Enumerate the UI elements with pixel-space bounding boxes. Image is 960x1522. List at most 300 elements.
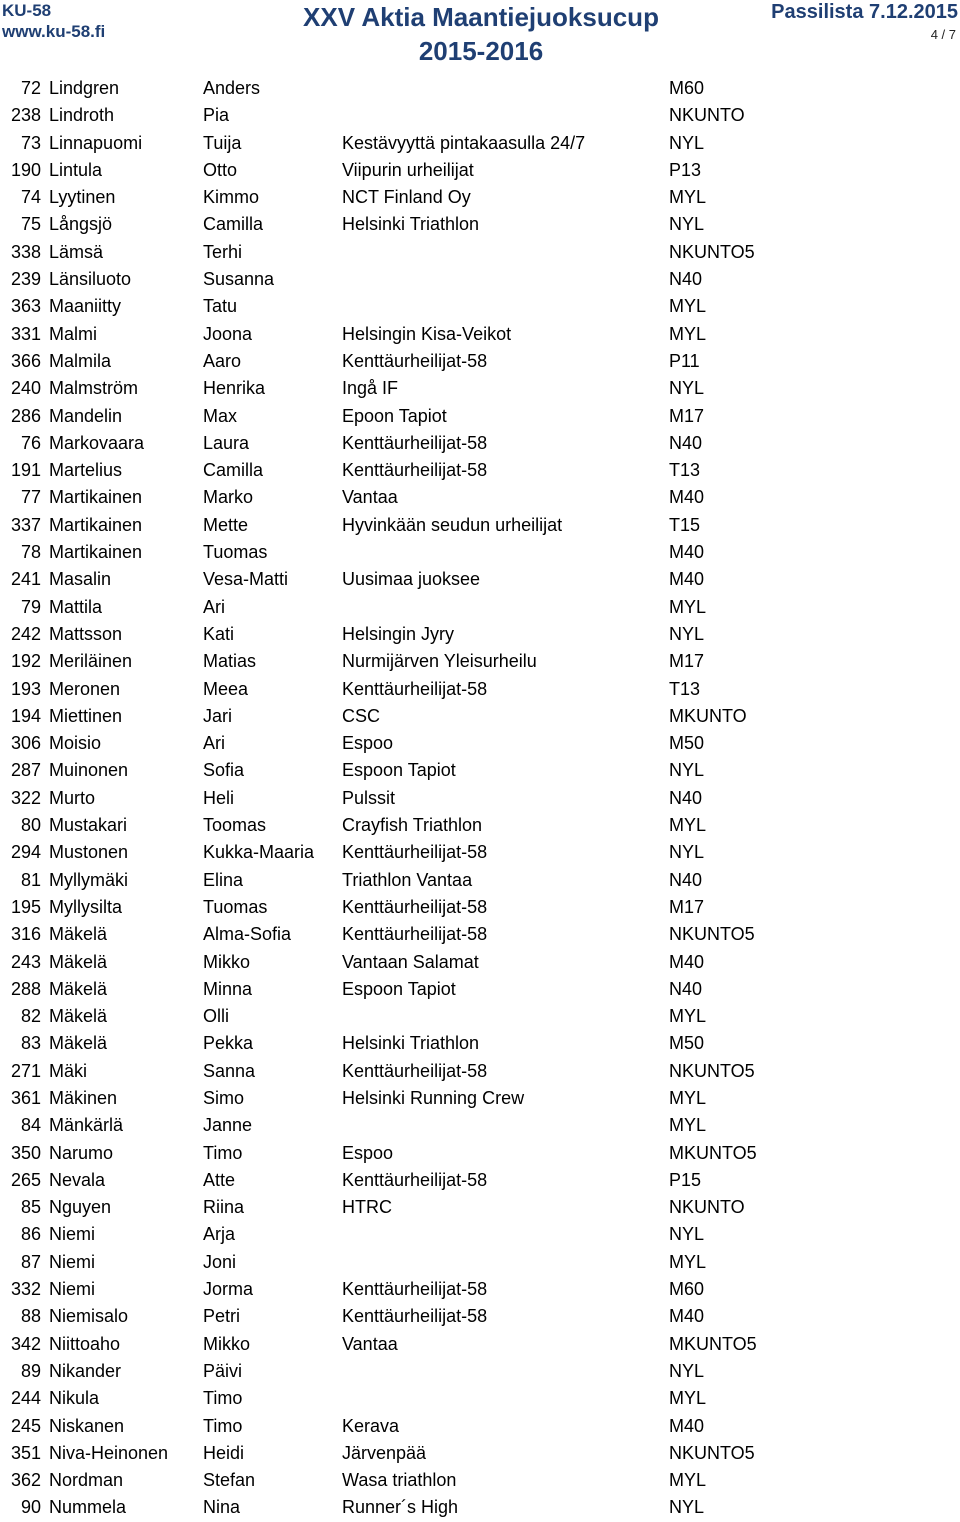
- last-name: Niittoaho: [49, 1333, 121, 1354]
- participant-row: [0, 1003, 960, 1030]
- bib-number: 191: [10, 460, 41, 481]
- series-class: M40: [669, 569, 705, 590]
- last-name: Lintula: [49, 159, 103, 180]
- club-name: Kenttäurheilijat-58: [342, 1306, 488, 1327]
- last-name: Linnapuomi: [49, 132, 143, 153]
- participant-row: [0, 211, 960, 238]
- series-class: NYL: [669, 1224, 705, 1245]
- series-class: M40: [669, 1415, 705, 1436]
- bib-number: 84: [20, 1115, 41, 1136]
- first-name: Nina: [203, 1497, 241, 1518]
- series-class: P13: [669, 159, 702, 180]
- participant-row: [0, 1221, 960, 1248]
- last-name: Nordman: [49, 1470, 124, 1491]
- club-name: Uusimaa juoksee: [342, 569, 481, 590]
- participant-row: [0, 676, 960, 703]
- bib-number: 243: [10, 951, 41, 972]
- participant-row: [0, 867, 960, 894]
- first-name: Kati: [203, 623, 235, 644]
- last-name: Malmi: [49, 323, 97, 344]
- bib-number: 88: [20, 1306, 41, 1327]
- bib-number: 73: [20, 132, 41, 153]
- series-class: P11: [669, 350, 700, 371]
- participant-row: [0, 130, 960, 157]
- participant-row: [0, 894, 960, 921]
- club-name: Helsinki Triathlon: [342, 214, 480, 235]
- bib-number: 366: [10, 350, 41, 371]
- first-name: Stefan: [203, 1470, 256, 1491]
- last-name: Niskanen: [49, 1415, 125, 1436]
- bib-number: 90: [20, 1497, 41, 1518]
- bib-number: 72: [20, 78, 41, 98]
- club-name: Viipurin urheilijat: [342, 159, 474, 180]
- participant-row: [0, 949, 960, 976]
- club-name: Vantaa: [342, 1333, 398, 1354]
- last-name: Mustakari: [49, 815, 128, 836]
- participant-row: [0, 1331, 960, 1358]
- org-name: KU-58: [2, 1, 52, 20]
- participant-row: [0, 430, 960, 457]
- last-name: Meronen: [49, 678, 121, 699]
- last-name: Maaniitty: [49, 296, 122, 317]
- participant-row: [0, 730, 960, 757]
- series-class: MYL: [669, 815, 707, 836]
- title-line-2: 2015-2016: [418, 36, 544, 66]
- series-class: N40: [669, 787, 703, 808]
- last-name: Mustonen: [49, 842, 129, 863]
- last-name: Mäkelä: [49, 1006, 108, 1027]
- last-name: Martikainen: [49, 542, 143, 563]
- bib-number: 294: [10, 842, 41, 863]
- bib-number: 342: [10, 1333, 41, 1354]
- last-name: Nikander: [49, 1360, 122, 1381]
- first-name: Heidi: [203, 1442, 245, 1463]
- participant-row: [0, 1494, 960, 1521]
- last-name: Murto: [49, 787, 96, 808]
- last-name: Mattila: [49, 596, 103, 617]
- first-name: Mikko: [203, 1333, 251, 1354]
- last-name: Länsiluoto: [49, 269, 132, 290]
- participant-row: [0, 1194, 960, 1221]
- series-class: NKUNTO5: [669, 924, 755, 945]
- club-name: Kenttäurheilijat-58: [342, 1279, 488, 1300]
- club-name: Espoo: [342, 1142, 394, 1163]
- participant-row: [0, 1467, 960, 1494]
- series-class: NYL: [669, 1360, 705, 1381]
- bib-number: 82: [20, 1006, 41, 1027]
- club-name: Helsingin Jyry: [342, 623, 455, 644]
- club-name: Kestävyyttä pintakaasulla 24/7: [342, 132, 586, 153]
- last-name: Nguyen: [49, 1197, 112, 1218]
- first-name: Anders: [203, 78, 261, 98]
- first-name: Janne: [203, 1115, 253, 1136]
- club-name: Espoon Tapiot: [342, 760, 456, 781]
- club-name: Helsingin Kisa-Veikot: [342, 323, 512, 344]
- series-class: M40: [669, 1306, 705, 1327]
- last-name: Narumo: [49, 1142, 114, 1163]
- participant-row: [0, 1440, 960, 1467]
- series-class: M50: [669, 733, 705, 754]
- first-name: Olli: [203, 1006, 229, 1027]
- participant-row: [0, 621, 960, 648]
- bib-number: 77: [20, 487, 41, 508]
- first-name: Camilla: [203, 214, 264, 235]
- series-class: M40: [669, 951, 705, 972]
- bib-number: 80: [20, 815, 41, 836]
- participant-row: [0, 184, 960, 211]
- first-name: Heli: [203, 787, 235, 808]
- club-name: NCT Finland Oy: [342, 187, 471, 208]
- series-class: MYL: [669, 596, 707, 617]
- bib-number: 363: [10, 296, 41, 317]
- last-name: Martikainen: [49, 487, 143, 508]
- club-name: Kenttäurheilijat-58: [342, 1169, 488, 1190]
- series-class: M40: [669, 487, 705, 508]
- first-name: Alma-Sofia: [203, 924, 292, 945]
- bib-number: 81: [20, 869, 41, 890]
- last-name: Myllymäki: [49, 869, 128, 890]
- series-class: MYL: [669, 1006, 707, 1027]
- first-name: Simo: [203, 1087, 245, 1108]
- bib-number: 239: [10, 269, 41, 290]
- series-class: NYL: [669, 214, 705, 235]
- participant-row: [0, 348, 960, 375]
- first-name: Tuija: [203, 132, 242, 153]
- series-class: MYL: [669, 187, 707, 208]
- club-name: Kenttäurheilijat-58: [342, 924, 488, 945]
- participant-row: [0, 266, 960, 293]
- series-class: N40: [669, 269, 703, 290]
- series-class: M17: [669, 651, 705, 672]
- bib-number: 86: [20, 1224, 41, 1245]
- club-name: Kenttäurheilijat-58: [342, 678, 488, 699]
- series-class: NYL: [669, 378, 705, 399]
- first-name: Kimmo: [203, 187, 260, 208]
- club-name: Crayfish Triathlon: [342, 815, 483, 836]
- series-class: NYL: [669, 842, 705, 863]
- first-name: Joona: [203, 323, 253, 344]
- participant-row: [0, 1058, 960, 1085]
- participant-row: [0, 403, 960, 430]
- series-class: MKUNTO: [669, 705, 747, 726]
- club-name: Hyvinkään seudun urheilijat: [342, 514, 563, 535]
- bib-number: 338: [10, 241, 41, 262]
- first-name: Terhi: [203, 241, 243, 262]
- bib-number: 74: [20, 187, 41, 208]
- bib-number: 287: [10, 760, 41, 781]
- first-name: Timo: [203, 1142, 243, 1163]
- last-name: Nevala: [49, 1169, 106, 1190]
- club-name: Kenttäurheilijat-58: [342, 1060, 488, 1081]
- series-class: MYL: [669, 1251, 707, 1272]
- first-name: Tuomas: [203, 542, 268, 563]
- first-name: Sanna: [203, 1060, 256, 1081]
- first-name: Pia: [203, 105, 230, 126]
- first-name: Matias: [203, 651, 257, 672]
- series-class: M60: [669, 1279, 705, 1300]
- participant-row: [0, 1085, 960, 1112]
- first-name: Timo: [203, 1415, 243, 1436]
- last-name: Niva-Heinonen: [49, 1442, 169, 1463]
- bib-number: 337: [10, 514, 41, 535]
- last-name: Masalin: [49, 569, 112, 590]
- first-name: Atte: [203, 1169, 236, 1190]
- series-class: N40: [669, 869, 703, 890]
- series-class: P15: [669, 1169, 702, 1190]
- participant-row: [0, 512, 960, 539]
- club-name: Espoon Tapiot: [342, 978, 456, 999]
- club-name: Kenttäurheilijat-58: [342, 842, 488, 863]
- bib-number: 238: [10, 105, 41, 126]
- series-class: T15: [669, 514, 701, 535]
- series-class: NYL: [669, 623, 705, 644]
- participant-row: [0, 703, 960, 730]
- participant-row: [0, 457, 960, 484]
- first-name: Otto: [203, 159, 238, 180]
- first-name: Ari: [203, 596, 225, 617]
- series-class: MYL: [669, 1388, 707, 1409]
- series-class: T13: [669, 460, 701, 481]
- last-name: Långsjö: [49, 214, 113, 235]
- club-name: Järvenpää: [342, 1442, 427, 1463]
- series-class: NKUNTO5: [669, 1060, 755, 1081]
- bib-number: 242: [10, 623, 41, 644]
- first-name: Aaro: [203, 350, 242, 371]
- series-class: MYL: [669, 1470, 707, 1491]
- participant-row: [0, 1303, 960, 1330]
- series-class: MYL: [669, 1115, 707, 1136]
- last-name: Mänkärlä: [49, 1115, 124, 1136]
- bib-number: 76: [20, 432, 41, 453]
- series-class: NKUNTO5: [669, 241, 755, 262]
- club-name: Kenttäurheilijat-58: [342, 460, 488, 481]
- first-name: Marko: [203, 487, 254, 508]
- series-class: NYL: [669, 1497, 705, 1518]
- first-name: Joni: [203, 1251, 237, 1272]
- bib-number: 89: [20, 1360, 41, 1381]
- participant-row: [0, 566, 960, 593]
- participant-row: [0, 594, 960, 621]
- bib-number: 244: [10, 1388, 41, 1409]
- first-name: Jari: [203, 705, 233, 726]
- first-name: Arja: [203, 1224, 236, 1245]
- last-name: Lämsä: [49, 241, 104, 262]
- series-class: NKUNTO5: [669, 1442, 755, 1463]
- bib-number: 332: [10, 1279, 41, 1300]
- participant-row: [0, 1358, 960, 1385]
- bib-number: 331: [10, 323, 41, 344]
- last-name: Mäkelä: [49, 1033, 108, 1054]
- participant-row: [0, 75, 960, 102]
- last-name: Lindroth: [49, 105, 115, 126]
- header-left: [2, 0, 105, 42]
- bib-number: 87: [20, 1251, 41, 1272]
- participant-row: [0, 239, 960, 266]
- participant-row: [0, 102, 960, 129]
- first-name: Riina: [203, 1197, 245, 1218]
- first-name: Vesa-Matti: [203, 569, 289, 590]
- participant-row: [0, 321, 960, 348]
- last-name: Mäki: [49, 1060, 88, 1081]
- bib-number: 361: [10, 1087, 41, 1108]
- series-class: N40: [669, 978, 703, 999]
- participant-row: [0, 785, 960, 812]
- bib-number: 350: [10, 1142, 41, 1163]
- last-name: Mäkelä: [49, 924, 108, 945]
- last-name: Mattsson: [49, 623, 123, 644]
- last-name: Muinonen: [49, 760, 129, 781]
- first-name: Sofia: [203, 760, 245, 781]
- participant-row: [0, 812, 960, 839]
- club-name: Runner´s High: [342, 1497, 459, 1518]
- participant-row: [0, 757, 960, 784]
- club-name: HTRC: [342, 1197, 392, 1218]
- club-name: Triathlon Vantaa: [342, 869, 473, 890]
- club-name: Vantaan Salamat: [342, 951, 479, 972]
- last-name: Niemi: [49, 1279, 96, 1300]
- last-name: Mäkelä: [49, 978, 108, 999]
- series-class: M60: [669, 78, 705, 98]
- bib-number: 306: [10, 733, 41, 754]
- last-name: Mandelin: [49, 405, 123, 426]
- last-name: Niemi: [49, 1251, 96, 1272]
- last-name: Lyytinen: [49, 187, 116, 208]
- club-name: CSC: [342, 705, 381, 726]
- title-line-1: XXV Aktia Maantiejuoksucup: [303, 2, 659, 32]
- series-class: T13: [669, 678, 701, 699]
- first-name: Camilla: [203, 460, 264, 481]
- bib-number: 192: [10, 651, 41, 672]
- page-number: 4 / 7: [930, 27, 956, 42]
- last-name: Moisio: [49, 733, 102, 754]
- bib-number: 79: [20, 596, 41, 617]
- document-title: [300, 0, 662, 68]
- series-class: NKUNTO: [669, 1197, 745, 1218]
- club-name: Helsinki Running Crew: [342, 1087, 525, 1108]
- series-class: NYL: [669, 760, 705, 781]
- last-name: Markovaara: [49, 432, 145, 453]
- last-name: Niemi: [49, 1224, 96, 1245]
- club-name: Wasa triathlon: [342, 1470, 457, 1491]
- last-name: Malmström: [49, 378, 138, 399]
- first-name: Max: [203, 405, 238, 426]
- bib-number: 271: [10, 1060, 41, 1081]
- participant-row: [0, 648, 960, 675]
- bib-number: 286: [10, 405, 41, 426]
- bib-number: 195: [10, 896, 41, 917]
- series-class: N40: [669, 432, 703, 453]
- last-name: Niemisalo: [49, 1306, 129, 1327]
- bib-number: 78: [20, 542, 41, 563]
- participant-row: [0, 1112, 960, 1139]
- participant-row: [0, 1030, 960, 1057]
- series-class: MYL: [669, 323, 707, 344]
- club-name: Epoon Tapiot: [342, 405, 447, 426]
- first-name: Meea: [203, 678, 249, 699]
- first-name: Timo: [203, 1388, 243, 1409]
- series-class: M50: [669, 1033, 705, 1054]
- first-name: Petri: [203, 1306, 241, 1327]
- last-name: Miettinen: [49, 705, 123, 726]
- series-class: NKUNTO: [669, 105, 745, 126]
- bib-number: 265: [10, 1169, 41, 1190]
- participant-row: [0, 375, 960, 402]
- bib-number: 351: [10, 1442, 41, 1463]
- first-name: Laura: [203, 432, 250, 453]
- last-name: Meriläinen: [49, 651, 133, 672]
- bib-number: 362: [10, 1470, 41, 1491]
- header-right: [771, 0, 958, 45]
- series-class: MYL: [669, 296, 707, 317]
- bib-number: 83: [20, 1033, 41, 1054]
- series-class: NYL: [669, 132, 705, 153]
- first-name: Tatu: [203, 296, 238, 317]
- series-class: MYL: [669, 1087, 707, 1108]
- participant-row: [0, 1385, 960, 1412]
- bib-number: 85: [20, 1197, 41, 1218]
- bib-number: 288: [10, 978, 41, 999]
- participant-row: [0, 976, 960, 1003]
- bib-number: 194: [10, 705, 41, 726]
- bib-number: 245: [10, 1415, 41, 1436]
- list-date: Passilista 7.12.2015: [771, 1, 958, 23]
- series-class: MKUNTO5: [669, 1142, 757, 1163]
- last-name: Martelius: [49, 460, 123, 481]
- series-class: M17: [669, 896, 705, 917]
- first-name: Tuomas: [203, 896, 268, 917]
- first-name: Elina: [203, 869, 244, 890]
- first-name: Minna: [203, 978, 253, 999]
- bib-number: 193: [10, 678, 41, 699]
- participant-row: [0, 293, 960, 320]
- club-name: Nurmijärven Yleisurheilu: [342, 651, 537, 672]
- series-class: MKUNTO5: [669, 1333, 757, 1354]
- participant-row: [0, 1249, 960, 1276]
- club-name: Ingå IF: [342, 378, 399, 399]
- participant-row: [0, 839, 960, 866]
- club-name: Espoo: [342, 733, 394, 754]
- bib-number: 322: [10, 787, 41, 808]
- club-name: Kenttäurheilijat-58: [342, 350, 488, 371]
- series-class: M17: [669, 405, 705, 426]
- club-name: Kenttäurheilijat-58: [342, 896, 488, 917]
- bib-number: 240: [10, 378, 41, 399]
- club-name: Kerava: [342, 1415, 400, 1436]
- first-name: Mikko: [203, 951, 251, 972]
- last-name: Mäkinen: [49, 1087, 118, 1108]
- bib-number: 316: [10, 924, 41, 945]
- first-name: Susanna: [203, 269, 275, 290]
- last-name: Mäkelä: [49, 951, 108, 972]
- first-name: Kukka-Maaria: [203, 842, 315, 863]
- first-name: Mette: [203, 514, 249, 535]
- club-name: Pulssit: [342, 787, 396, 808]
- bib-number: 190: [10, 159, 41, 180]
- club-name: Kenttäurheilijat-58: [342, 432, 488, 453]
- last-name: Malmila: [49, 350, 112, 371]
- first-name: Päivi: [203, 1360, 243, 1381]
- participant-row: [0, 1167, 960, 1194]
- last-name: Lindgren: [49, 78, 120, 98]
- participant-row: [0, 1140, 960, 1167]
- first-name: Ari: [203, 733, 225, 754]
- participant-row: [0, 157, 960, 184]
- participant-row: [0, 1413, 960, 1440]
- first-name: Henrika: [203, 378, 266, 399]
- first-name: Toomas: [203, 815, 267, 836]
- last-name: Nummela: [49, 1497, 127, 1518]
- last-name: Myllysilta: [49, 896, 123, 917]
